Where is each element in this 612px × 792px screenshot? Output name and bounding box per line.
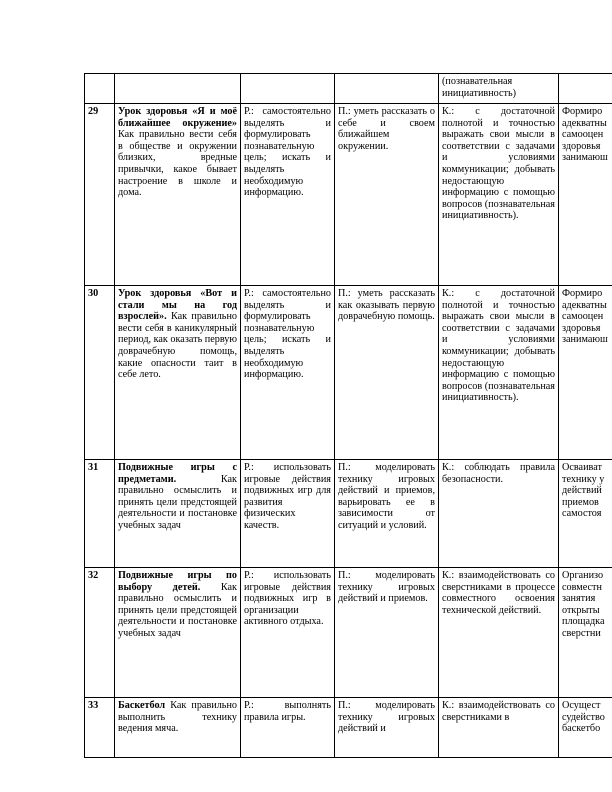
- personal-cell: [559, 104, 612, 286]
- lesson-title: Подвижные игры по выбору детей.: [118, 570, 237, 593]
- regulative-cell: Р.: самостоятельно выделять и формулировать познавательную цель; искать и выделять необходимую информацию.: [241, 104, 335, 286]
- regulative-cell: Р.: выполнять правила игры.: [241, 698, 335, 758]
- personal-text: Формиро адекватны самооцен здоровья занимаюш: [562, 106, 608, 164]
- cognitive-cell: П.: моделировать технику игровых действий и: [335, 698, 439, 758]
- row-number: 32: [85, 568, 115, 698]
- personal-cell: [559, 568, 612, 698]
- personal-cell: [559, 460, 612, 568]
- table-row: [85, 568, 612, 698]
- table-row: [85, 698, 612, 758]
- regulative-cell: Р.: самостоятельно выделять и формулировать познавательную цель; искать и выделять необходимую информацию.: [241, 286, 335, 460]
- regulative-cell: [241, 74, 335, 104]
- table-row: [85, 286, 612, 460]
- num-cell: [85, 74, 115, 104]
- lesson-text: Как правильно осмыслить и принять цели предстоящей деятельности и постановке учебных задач: [118, 581, 237, 639]
- lesson-title: Урок здоровья «Вот и стали мы на год взрослей».: [118, 288, 237, 323]
- communicative-cell: К.: взаимодействовать со сверстниками в: [439, 698, 559, 758]
- cognitive-cell: П.: моделировать технику игровых действий и приемов, варьировать ее в зависимости от ситуаций и условий.: [335, 460, 439, 568]
- row-number: 30: [85, 286, 115, 460]
- lesson-text: Как правильно выполнить технику ведения мяча.: [118, 700, 237, 735]
- row-number: 31: [85, 460, 115, 568]
- personal-text: Организо совместн занятия открыты площадка сверстни: [562, 570, 605, 639]
- personal-cell: [559, 286, 612, 460]
- lesson-text: Как правильно вести себя в обществе и окружении близких, вредные привычки, какое бывает настроение в школе и дома.: [118, 129, 237, 199]
- communicative-cell: К.: с достаточной полнотой и точностью выражать свои мысли в соответствии с задачами и условиями коммуникации; добывать недостающую информацию с помощью вопросов (познавательная инициативность).: [439, 286, 559, 460]
- cognitive-cell: П.: уметь рассказать о себе и своем ближайшем окружении.: [335, 104, 439, 286]
- communicative-cell: К.: соблюдать правила безопасности.: [439, 460, 559, 568]
- lesson-text: Как правильно вести себя в каникулярный период, как оказать первую доврачебную помощь, какие опасности таит в себе лето.: [118, 311, 237, 381]
- personal-cell: [559, 74, 612, 104]
- cognitive-cell: П.: моделировать технику игровых действий и приемов.: [335, 568, 439, 698]
- lesson-cell: [115, 698, 241, 758]
- personal-text: Осущест судейство баскетбо: [562, 700, 605, 735]
- lesson-text: Как правильно осмыслить и принять цели предстоящей деятельности и постановке учебных задач: [118, 473, 237, 531]
- table-row: [85, 104, 612, 286]
- lesson-title: Баскетбол: [118, 700, 166, 711]
- lesson-cell: [115, 74, 241, 104]
- regulative-cell: Р.: использовать игровые действия подвижных игр для развития физических качеств.: [241, 460, 335, 568]
- communicative-cell: К.: с достаточной полнотой и точностью выражать свои мысли в соответствии с задачами и условиями коммуникации; добывать недостающую информацию с помощью вопросов (познавательная инициативность).: [439, 104, 559, 286]
- lesson-title: Урок здоровья «Я и моё ближайшее окружение»: [118, 106, 237, 129]
- cognitive-cell: [335, 74, 439, 104]
- row-number: 29: [85, 104, 115, 286]
- communicative-text: (познавательная инициативность): [442, 76, 517, 99]
- communicative-cell: К.: взаимодействовать со сверстниками в процессе совместного освоения технической действий.: [439, 568, 559, 698]
- lesson-cell: [115, 460, 241, 568]
- lesson-cell: [115, 286, 241, 460]
- cognitive-cell: П.: уметь рассказать как оказывать первую доврачебную помощь.: [335, 286, 439, 460]
- lesson-cell: [115, 568, 241, 698]
- lesson-cell: [115, 104, 241, 286]
- lesson-title: Подвижные игры с предметами.: [118, 462, 237, 485]
- communicative-cell: [439, 74, 559, 104]
- personal-cell: [559, 698, 612, 758]
- table-row: [85, 460, 612, 568]
- table-row: [85, 74, 612, 104]
- lesson-plan-table: [84, 73, 612, 758]
- personal-text: Осваиват технику у действий приемов самостоя: [562, 462, 605, 520]
- personal-text: Формиро адекватны самооцен здоровья занимаюш: [562, 288, 608, 346]
- row-number: 33: [85, 698, 115, 758]
- regulative-cell: Р.: использовать игровые действия подвижных игр в организации активного отдыха.: [241, 568, 335, 698]
